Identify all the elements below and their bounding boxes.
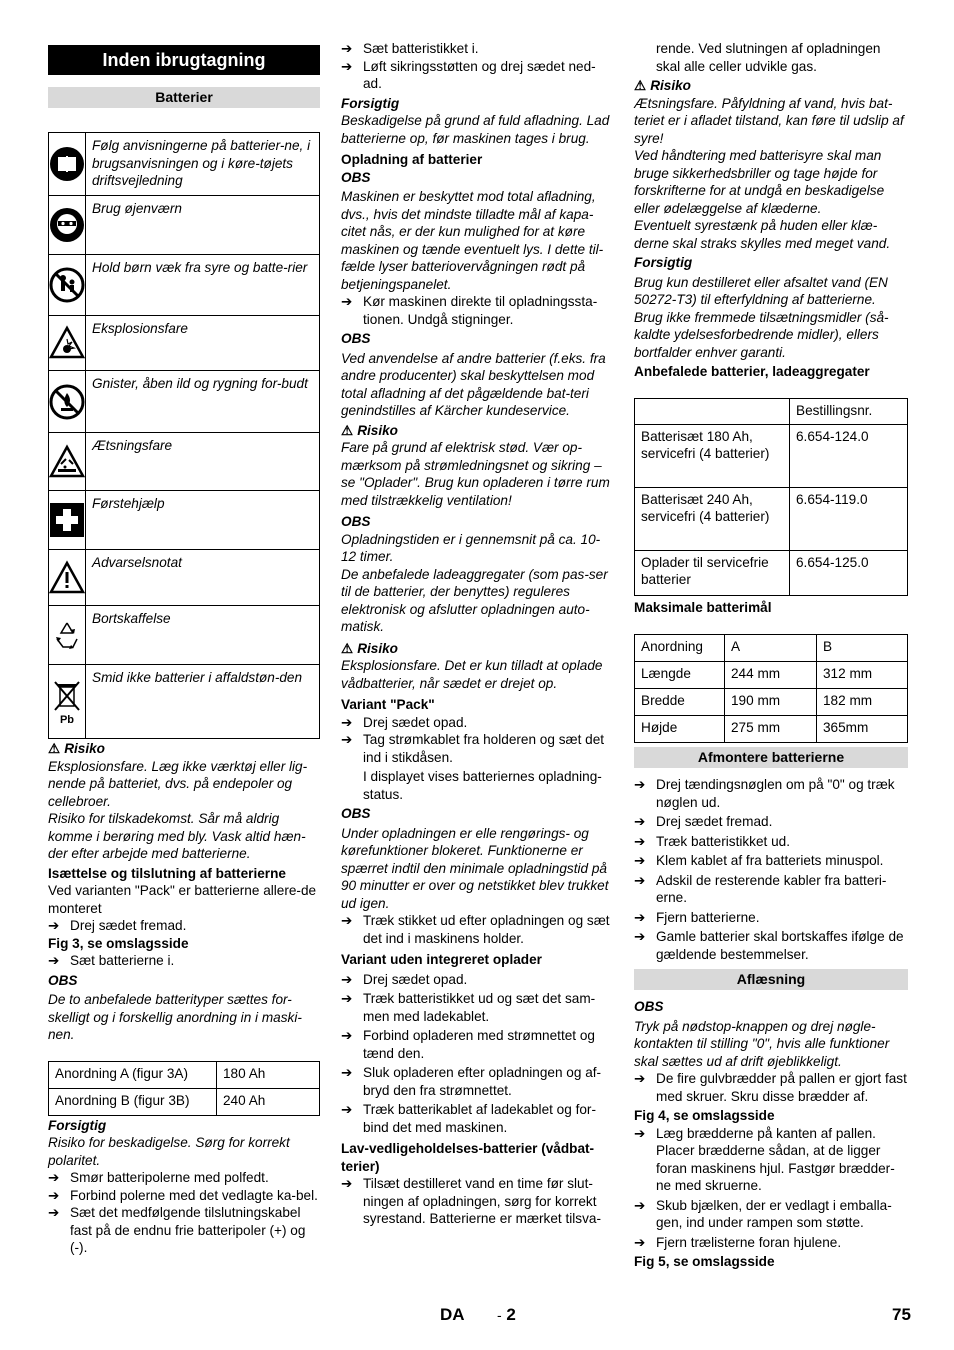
manual-icon: [49, 146, 85, 182]
step: ➔ Sæt det medfølgende tilslutningskabel fast på de endnu frie batteripoler (+) og (-).: [48, 1205, 306, 1255]
obs-label: OBS: [48, 972, 78, 988]
subheading-recommended: Anbefalede batterier, ladeaggregater: [634, 364, 870, 379]
step: ➔ Gamle batterier skal bortskaffes ifølge de gældende bestemmelser.: [634, 929, 904, 962]
step: ➔ Drej sædet opad.: [341, 714, 468, 730]
subheading-pack: Variant "Pack": [341, 697, 435, 712]
corrosive-icon: [49, 444, 85, 480]
body-text: Ved varianten "Pack" er batterierne allere-de monteret: [48, 883, 317, 916]
obs-text: Tryk på nødstop-knappen og drej nøgle-kontakten til stilling "0", hvis alle funktioner skal sættes ud af drift øjeblikkeligt.: [634, 1018, 890, 1069]
obs-text: Ved anvendelse af andre batterier (f.eks. fra andre producenter) skal beskyttelsen mod total afladning af det pågældende bat-teri genindstilles af Kärcher kundeservice.: [341, 350, 606, 418]
obs-label: OBS: [634, 999, 664, 1014]
step: ➔ Klem kablet af fra batteriets minuspol.: [634, 853, 884, 868]
risk-label: ⚠ Risiko: [634, 78, 691, 93]
step: ➔ Tilsæt destilleret vand en time før slut-ningen af opladningen, sørg for korrekt syrestand. Batterierne er mærket tilsva-: [341, 1176, 601, 1226]
caution-text: Risiko for beskadigelse. Sørg for korrekt polaritet.: [48, 1135, 290, 1168]
step: ➔ Sæt batteristikket i.: [341, 41, 479, 56]
step: ➔ Drej sædet opad.: [341, 971, 468, 987]
step: ➔ Adskil de resterende kabler fra batteri-erne.: [634, 872, 887, 905]
risk-text: Ætsningsfare. Påfyldning af vand, hvis bat-teriet er i afladet tilstand, kan føre til udslip af syre!: [634, 95, 904, 146]
step: ➔ Løft sikringsstøtten og drej sædet ned-ad.: [341, 58, 596, 91]
step: ➔ Sæt batterierne i.: [48, 953, 175, 968]
step: ➔ Smør batteripolerne med polfedt.: [48, 1170, 269, 1185]
symbol-text: Ætsningsfare: [86, 433, 320, 491]
risk-label: ⚠ Risiko: [48, 741, 105, 756]
column-2: [341, 40, 614, 1228]
symbol-text: Førstehjælp: [86, 491, 320, 550]
figure-ref: Fig 4, se omslagsside: [634, 1108, 775, 1123]
warning-icon: [49, 560, 85, 596]
dimensions-table: Anordning A B Længde 244 mm 312 mm Bredde 190 mm 182 mm Højde 275 mm 365mm: [634, 634, 908, 743]
eye-protection-icon: [49, 207, 85, 243]
risk-text: Eksplosionsfare. Læg ikke værktøj eller lig-nende på batteriet, dvs. på endepoler og cellebroer.: [48, 758, 308, 809]
column-3: [634, 40, 908, 1271]
subheading-insert: Isættelse og tilslutning af batterierne: [48, 865, 286, 881]
caution-label: Forsigtig: [634, 255, 693, 270]
risk-label: ⚠ Risiko: [341, 422, 398, 438]
obs-text: De anbefalede ladeaggregater (som pas-ser til de batterier, der benyttes) reguleres elektronisk og afslutter opladningen auto-matisk.: [341, 566, 608, 634]
step: ➔ Træk stikket ud efter opladningen og sæt det ind i maskinens holder.: [341, 913, 610, 946]
subheading-dims: Maksimale batterimål: [634, 599, 772, 615]
body-text: I displayet vises batteriernes opladning-status.: [363, 769, 602, 802]
obs-label: OBS: [341, 331, 371, 346]
warning-icon: ⚠: [634, 78, 647, 93]
section-heading-batteries: Batterier: [48, 87, 320, 108]
risk-text: Eventuelt syrestænk på huden eller klæ-derne skal straks skylles med meget vand.: [634, 218, 891, 251]
risk-label: ⚠ Risiko: [341, 640, 398, 656]
symbol-text: Brug øjenværn: [86, 196, 320, 255]
caution-text: Beskadigelse på grund af fuld afladning. Lad batterierne op, før maskinen tages i brug.: [341, 113, 610, 146]
step: ➔ Fjern batterierne.: [634, 909, 760, 925]
step: ➔ Drej sædet fremad.: [48, 918, 187, 933]
symbol-text: Følg anvisningerne på batterier-ne, i brugsanvisningen og i køre-tøjets driftsvejledning: [86, 133, 320, 196]
step: ➔ Skub bjælken, der er vedlagt i emballa-gen, ind under rampen som støtte.: [634, 1197, 892, 1230]
lead-label: Pb: [59, 713, 75, 726]
symbol-text: Gnister, åben ild og rygning for-budt: [86, 371, 320, 433]
chapter-title: Inden ibrugtagning: [48, 45, 320, 75]
figure-ref: Fig 3, se omslagsside: [48, 935, 189, 951]
risk-text: Ved håndtering med batterisyre skal man bruge sikkerhedsbriller og tage højde for forskrifterne for at undgå en beskadigelse eller ødelæggelse af klæderne.: [634, 148, 885, 216]
obs-text: De to anbefalede batterityper sættes for-skelligt og i forskellig anordning in i maski-nen.: [48, 992, 302, 1042]
figure-ref: Fig 5, se omslagsside: [634, 1254, 775, 1269]
obs-text: Maskinen er beskyttet mod total afladning, dvs., hvis det mindste tilladte mål af kapa-citet nås, er der kun mulighed for at køre maskinen og tænde eventuelt lys. I dette til-fælde lyser batteriovervågningen rødt på betjeningspanelet.: [341, 189, 604, 292]
caution-label: Forsigtig: [341, 95, 400, 111]
caution-text: Brug kun destilleret eller afsaltet vand (EN 50272-T3) til efterfyldning af batterierne.: [634, 274, 888, 307]
explosion-icon: [49, 325, 85, 361]
obs-text: Opladningstiden er i gennemsnit på ca. 10-12 timer.: [341, 531, 601, 564]
column-1: [48, 40, 320, 1257]
crossed-bin-icon: [49, 678, 85, 714]
step: ➔ De fire gulvbrædder på pallen er gjort fast med skruer. Skru disse brædder af.: [634, 1071, 907, 1104]
warning-icon: ⚠: [48, 741, 61, 756]
caution-text: Brug ikke fremmede tilsætningsmidler (så-kaldte ydelsesforbedrende midler), ellers bortfalder enhver garanti.: [634, 309, 889, 360]
arrangement-table: Anordning A (figur 3A) 180 Ah Anordning B (figur 3B) 240 Ah: [48, 1061, 320, 1116]
symbol-text: Bortskaffelse: [86, 606, 320, 665]
symbol-text: Smid ikke batterier i affaldstøn-den: [86, 665, 320, 739]
risk-text: Fare på grund af elektrisk stød. Vær op-mærksom på strømledningsnet og sikring – se "Oplader". Brug kun opladeren i tørre rum med tilstrækkelig ventilation!: [341, 440, 610, 508]
keep-children-away-icon: [49, 267, 85, 303]
step: ➔ Læg brædderne på kanten af pallen. Placer brædderne sådan, at de ligger foran maskinens hjul. Fastgør brædder-ne med skruerne.: [634, 1125, 895, 1193]
step: ➔ Træk batteristikket ud og sæt det sam-men med ladekablet.: [341, 991, 596, 1024]
risk-text: Eksplosionsfare. Det er kun tilladt at oplade vådbatterier, når sædet er drejet op.: [341, 658, 603, 691]
obs-label: OBS: [341, 514, 371, 529]
warning-icon: ⚠: [341, 640, 354, 656]
step: ➔ Fjern trælisterne foran hjulene.: [634, 1234, 842, 1250]
step: ➔ Træk batterikablet af ladekablet og for-bind det med maskinen.: [341, 1102, 596, 1135]
step: ➔ Forbind opladeren med strømnettet og tænd den.: [341, 1028, 595, 1061]
subheading-low-maintenance: Lav-vedligeholdelses-batterier (vådbat-terier): [341, 1141, 595, 1174]
obs-label: OBS: [341, 806, 371, 821]
footer-page-sub: - 2: [497, 1305, 516, 1324]
obs-label: OBS: [341, 169, 371, 185]
step: ➔ Drej sædet fremad.: [634, 814, 773, 829]
step: ➔ Kør maskinen direkte til opladningssta-tionen. Undgå stigninger.: [341, 294, 598, 327]
footer-page-number: 75: [892, 1305, 911, 1324]
step: ➔ Drej tændingsnøglen om på "0" og træk nøglen ud.: [634, 777, 895, 810]
risk-text: Risiko for tilskadekomst. Sår må aldrig komme i berøring med bly. Vask altid hæn-der efter arbejde med batterierne.: [48, 811, 306, 861]
safety-symbols-table: [48, 132, 320, 739]
recommended-table: Bestillingsnr. Batterisæt 180 Ah, servicefri (4 batterier) 6.654-124.0 Batterisæt 240 Ah, servicefri (4 batterier) 6.654-119.0 Oplader til servicefrie batterier 6.654-125.0: [634, 398, 908, 596]
step: ➔ Forbind polerne med det vedlagte ka-bel.: [48, 1187, 318, 1203]
symbol-text: Hold børn væk fra syre og batte-rier: [86, 255, 320, 316]
symbol-text: Eksplosionsfare: [86, 316, 320, 371]
no-fire-icon: [49, 384, 85, 420]
footer-language: DA: [440, 1305, 465, 1324]
step: ➔ Tag strømkablet fra holderen og sæt det ind i stikdåsen.: [341, 732, 605, 765]
caution-label: Forsigtig: [48, 1117, 107, 1133]
subheading-charging: Opladning af batterier: [341, 152, 483, 167]
recycle-icon: [49, 617, 85, 653]
section-heading-remove: Afmontere batterierne: [634, 747, 908, 768]
obs-text: Under opladningen er elle rengørings- og kørefunktioner blokeret. Funktionerne er spærret indtil den minimale opladningstid på 90 minutter er over og netstikket blev trukket ud igen.: [341, 825, 609, 911]
symbol-text: Advarselsnotat: [86, 550, 320, 606]
section-heading-unloading: Aflæsning: [634, 969, 908, 990]
step: ➔ Sluk opladeren efter opladningen og af-bryd den fra strømnettet.: [341, 1065, 602, 1098]
subheading-no-charger: Variant uden integreret oplader: [341, 952, 542, 967]
warning-icon: ⚠: [341, 422, 354, 438]
first-aid-icon: [49, 502, 85, 538]
step: ➔ Træk batteristikket ud.: [634, 833, 790, 849]
body-text: rende. Ved slutningen af opladningen skal alle celler udvikle gas.: [656, 41, 881, 74]
